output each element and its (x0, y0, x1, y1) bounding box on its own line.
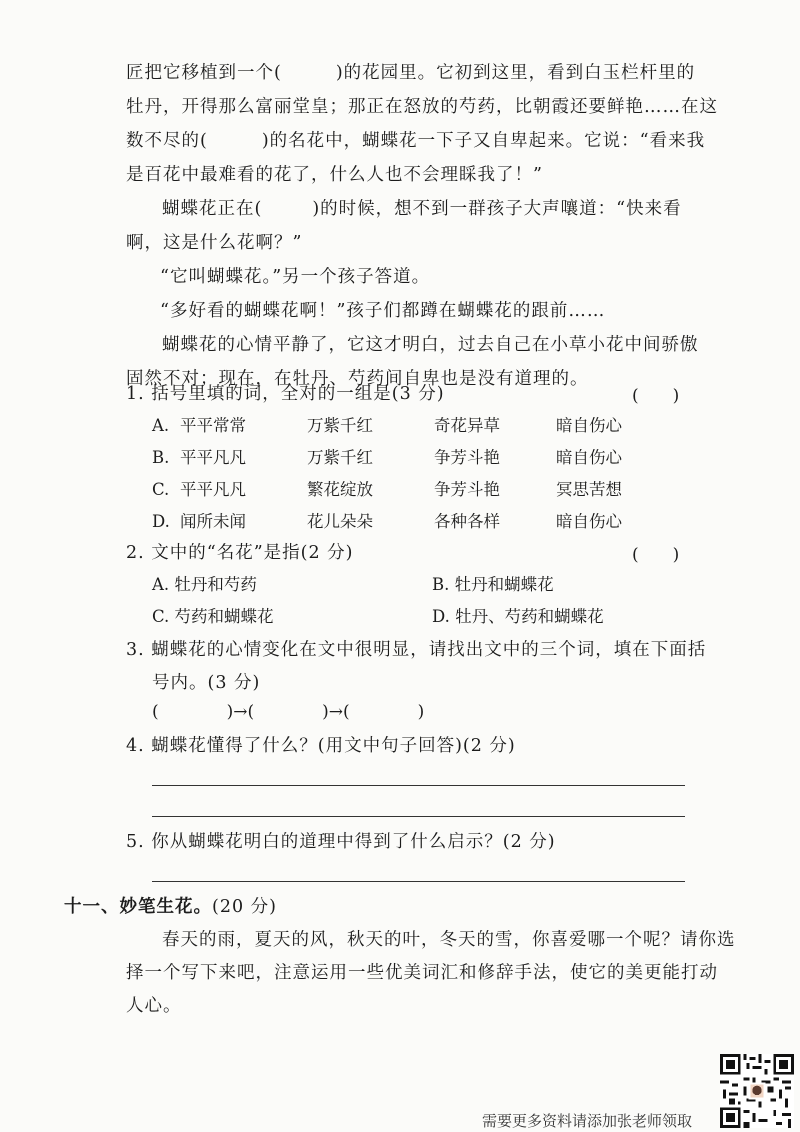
passage-line-3: 数不尽的( )的名花中，蝴蝶花一下子又自卑起来。它说：“看来我 (126, 131, 706, 151)
q1-option-a-label: A. (152, 416, 170, 435)
q1-option-b-word-1: 平平凡凡 (180, 448, 246, 467)
footer-note: 需要更多资料请添加张老师领取 (482, 1112, 693, 1130)
q1-option-a-word-1: 平平常常 (180, 416, 246, 435)
q4-answer-line-2[interactable] (152, 816, 685, 817)
q1-option-a-word-2: 万紫千红 (307, 416, 373, 435)
q1-option-d-word-2: 花儿朵朵 (307, 512, 373, 531)
q5-stem: 5. 你从蝴蝶花明白的道理中得到了什么启示？(2 分) (126, 832, 556, 852)
section-11-score: (20 分) (212, 897, 277, 917)
q1-option-a-word-3: 奇花异草 (434, 416, 500, 435)
section-11-prompt-line-3: 人心。 (126, 996, 182, 1016)
q1-option-b-word-3: 争芳斗艳 (434, 448, 500, 467)
q2-stem: 2. 文中的“名花”是指(2 分) (126, 543, 354, 563)
q5-answer-line[interactable] (152, 881, 685, 882)
q1-option-c-word-4: 冥思苦想 (556, 480, 622, 499)
q4-answer-line-1[interactable] (152, 785, 685, 786)
q1-option-b-word-4: 暗自伤心 (556, 448, 622, 467)
q1-option-c-label: C. (152, 480, 170, 499)
q1-answer-paren[interactable]: ( ) (632, 386, 680, 406)
q1-option-d-word-4: 暗自伤心 (556, 512, 622, 531)
passage-line-7: “它叫蝴蝶花。”另一个孩子答道。 (160, 267, 431, 287)
section-11-prompt-line-2: 择一个写下来吧，注意运用一些优美词汇和修辞手法，使它的美更能打动 (126, 963, 718, 983)
q1-option-c-word-3: 争芳斗艳 (434, 480, 500, 499)
passage-line-1: 匠把它移植到一个( )的花园里。它初到这里，看到白玉栏杆里的 (126, 63, 696, 83)
q2-option-a: A. 牡丹和芍药 (152, 575, 257, 594)
q1-option-c-word-2: 繁花绽放 (307, 480, 373, 499)
passage-line-5: 蝴蝶花正在( )的时候，想不到一群孩子大声嚷道：“快来看 (162, 199, 682, 219)
passage-line-6: 啊，这是什么花啊？” (126, 233, 303, 253)
q3-stem-line-2: 号内。(3 分) (152, 673, 261, 693)
q2-option-b: B. 牡丹和蝴蝶花 (432, 575, 554, 594)
q1-stem: 1. 括号里填的词，全对的一组是(3 分) (126, 384, 445, 404)
passage-line-4: 是百花中最难看的花了，什么人也不会理睬我了！” (126, 165, 543, 185)
q2-answer-paren[interactable]: ( ) (632, 545, 680, 565)
passage-line-10: 固然不对；现在，在牡丹、芍药间自卑也是没有道理的。 (126, 369, 589, 389)
passage-line-8: “多好看的蝴蝶花啊！”孩子们都蹲在蝴蝶花的跟前…… (160, 301, 606, 321)
passage-line-9: 蝴蝶花的心情平静了，它这才明白，过去自己在小草小花中间骄傲 (162, 335, 699, 355)
section-11-title: 十一、妙笔生花。 (64, 897, 212, 917)
q3-stem-line-1: 3. 蝴蝶花的心情变化在文中很明显，请找出文中的三个词，填在下面括 (126, 640, 707, 660)
section-11-heading (64, 894, 277, 920)
q1-option-c-word-1: 平平凡凡 (180, 480, 246, 499)
q2-option-d: D. 牡丹、芍药和蝴蝶花 (432, 607, 604, 626)
q4-stem: 4. 蝴蝶花懂得了什么？(用文中句子回答)(2 分) (126, 736, 516, 756)
q1-option-d-word-1: 闻所未闻 (180, 512, 246, 531)
q2-option-c: C. 芍药和蝴蝶花 (152, 607, 274, 626)
passage-line-2: 牡丹，开得那么富丽堂皇；那正在怒放的芍药，比朝霞还要鲜艳……在这 (126, 97, 718, 117)
qr-code-icon[interactable] (719, 1054, 795, 1128)
q1-option-d-label: D. (152, 512, 170, 531)
q1-option-b-label: B. (152, 448, 170, 467)
q1-option-b-word-2: 万紫千红 (307, 448, 373, 467)
section-11-prompt-line-1: 春天的雨，夏天的风，秋天的叶，冬天的雪，你喜爱哪一个呢？请你选 (162, 930, 736, 950)
q3-answer-blanks[interactable]: ( )→( )→( ) (152, 702, 425, 722)
q1-option-d-word-3: 各种各样 (434, 512, 500, 531)
q1-option-a-word-4: 暗自伤心 (556, 416, 622, 435)
